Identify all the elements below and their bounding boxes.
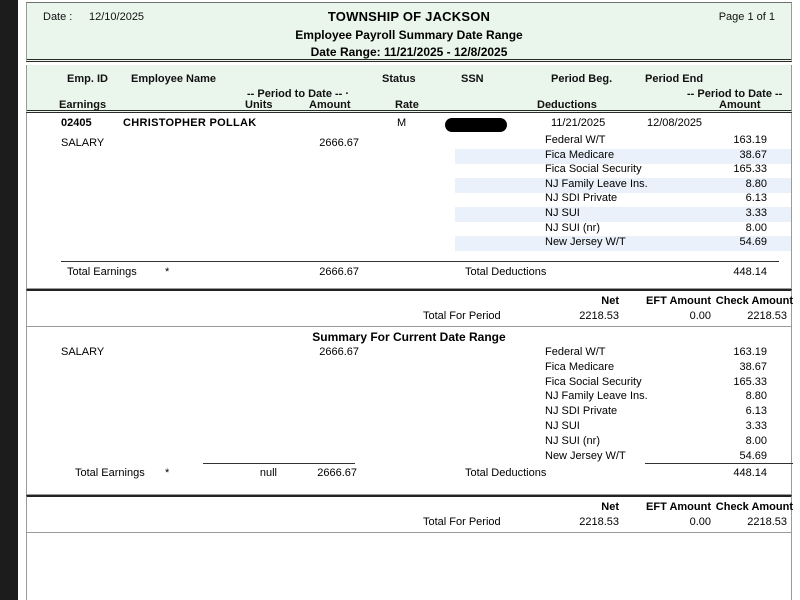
- deduction-amount: 54.69: [739, 449, 767, 462]
- report-date-value: 12/10/2025: [89, 11, 145, 23]
- col-header-deductions: Deductions: [537, 99, 597, 111]
- col-header-period-to-date-right: -- Period to Date --: [687, 88, 783, 100]
- employee-name: CHRISTOPHER POLLAK: [123, 117, 257, 129]
- left-margin-gutter: [0, 0, 18, 600]
- deduction-row: [455, 435, 791, 450]
- deduction-row: [455, 390, 791, 405]
- employee-period-beg: 11/21/2025: [551, 117, 606, 129]
- detail-total-earnings-amount: 2666.67: [319, 266, 359, 278]
- deduction-amount: 3.33: [745, 207, 767, 219]
- col-header-ssn: SSN: [461, 73, 484, 85]
- deduction-amount: 8.80: [745, 177, 767, 190]
- summary-title: Summary For Current Date Range: [312, 330, 506, 344]
- total-for-period-band-1: [26, 289, 792, 327]
- summary-total-earnings-amount: 2666.67: [317, 467, 357, 479]
- deduction-amount: 3.33: [745, 420, 767, 432]
- earnings-amount: 2666.67: [319, 346, 359, 358]
- summary-total-earnings-units: null: [259, 467, 277, 479]
- eft-value-1: 0.00: [689, 310, 711, 322]
- deduction-description: Federal W/T: [545, 134, 606, 146]
- deduction-description: Fica Medicare: [545, 360, 615, 373]
- deduction-row: [455, 134, 791, 149]
- deduction-description: NJ SUI (nr): [545, 434, 600, 447]
- summary-total-deductions-label: Total Deductions: [465, 467, 547, 479]
- deduction-description: NJ SUI (nr): [545, 221, 600, 234]
- page-indicator: Page 1 of 1: [718, 11, 775, 23]
- col-header-earnings: Earnings: [59, 99, 107, 111]
- col-header-period-beg: Period Beg.: [551, 73, 613, 85]
- deduction-amount: 38.67: [739, 148, 767, 161]
- col-header-period-to-date-left: -- Period to Date -- ·: [247, 88, 350, 100]
- total-for-period-label-1: Total For Period: [423, 310, 501, 322]
- deduction-description: Fica Social Security: [545, 375, 642, 388]
- eft-value-2: 0.00: [689, 516, 711, 528]
- col-header-emp-id: Emp. ID: [67, 73, 108, 85]
- deduction-amount: 8.00: [745, 434, 767, 447]
- eft-header-1: EFT Amount: [646, 295, 711, 307]
- deduction-row: [455, 149, 791, 164]
- employee-id: 02405: [61, 117, 92, 129]
- deduction-description: Fica Medicare: [545, 148, 615, 161]
- report-date-range: Date Range: 11/21/2025 - 12/8/2025: [310, 45, 508, 59]
- deduction-row: [455, 376, 791, 391]
- ssn-redaction-bar: [445, 118, 507, 132]
- deduction-description: New Jersey W/T: [545, 449, 626, 462]
- deduction-row: [455, 178, 791, 193]
- col-header-status: Status: [382, 73, 416, 85]
- col-header-period-end: Period End: [645, 73, 704, 85]
- payroll-report-page: [18, 0, 800, 600]
- report-date-label: Date :: [43, 11, 73, 23]
- check-header-2: Check Amount: [715, 501, 793, 513]
- deduction-amount: 6.13: [745, 192, 767, 205]
- deduction-amount: 8.80: [745, 390, 767, 403]
- organization-title: TOWNSHIP OF JACKSON: [327, 9, 491, 24]
- deduction-description: New Jersey W/T: [545, 236, 626, 249]
- deduction-row: [455, 236, 791, 251]
- net-header-2: Net: [601, 501, 619, 513]
- detail-total-deductions-amount: 448.14: [733, 266, 767, 278]
- detail-totals-rule: [61, 261, 779, 262]
- summary-total-earnings-label: Total Earnings: [75, 467, 145, 479]
- deduction-amount: 54.69: [739, 236, 767, 249]
- summary-earnings-rule: [203, 463, 355, 464]
- deduction-amount: 38.67: [739, 360, 767, 373]
- col-header-units: Units: [245, 99, 273, 111]
- net-header-1: Net: [601, 295, 619, 307]
- col-header-rate: Rate: [395, 99, 419, 111]
- deduction-description: NJ SUI: [545, 420, 580, 432]
- net-value-2: 2218.53: [579, 516, 619, 528]
- detail-total-deductions-label: Total Deductions: [465, 266, 547, 278]
- column-header-band: [26, 65, 792, 113]
- col-header-amount-right: Amount: [719, 99, 761, 111]
- earnings-description: SALARY: [61, 346, 105, 358]
- summary-section: [26, 327, 792, 495]
- deduction-description: NJ SDI Private: [545, 192, 618, 205]
- summary-deductions-rule: [645, 463, 793, 464]
- detail-total-earnings-star: *: [165, 266, 170, 278]
- deduction-row: [455, 222, 791, 237]
- deduction-row: [455, 361, 791, 376]
- check-value-1: 2218.53: [747, 310, 787, 322]
- total-for-period-band-2: [26, 495, 792, 533]
- check-header-1: Check Amount: [715, 295, 793, 307]
- deduction-description: NJ SDI Private: [545, 405, 618, 418]
- deduction-amount: 165.33: [733, 163, 767, 176]
- deduction-row: [455, 192, 791, 207]
- deduction-amount: 163.19: [733, 346, 767, 358]
- deduction-description: Fica Social Security: [545, 163, 642, 176]
- earnings-description: SALARY: [61, 137, 105, 149]
- deduction-amount: 6.13: [745, 405, 767, 418]
- deduction-row: [455, 207, 791, 222]
- summary-total-earnings-star: *: [165, 467, 170, 479]
- deduction-row: [455, 405, 791, 420]
- detail-total-earnings-label: Total Earnings: [67, 266, 137, 278]
- employee-detail-section: [26, 113, 792, 289]
- report-title: Employee Payroll Summary Date Range: [295, 28, 523, 42]
- deduction-amount: 163.19: [733, 134, 767, 146]
- deduction-amount: 8.00: [745, 221, 767, 234]
- deduction-description: NJ Family Leave Ins.: [545, 390, 648, 403]
- summary-total-deductions-amount: 448.14: [733, 467, 767, 479]
- check-value-2: 2218.53: [747, 516, 787, 528]
- employee-status: M: [397, 117, 407, 129]
- deduction-row: [455, 346, 791, 361]
- deduction-row: [455, 163, 791, 178]
- page-blank-tail: [26, 533, 792, 600]
- employee-row[interactable]: [27, 117, 791, 131]
- report-header: [26, 2, 792, 62]
- deduction-amount: 165.33: [733, 375, 767, 388]
- employee-period-end: 12/08/2025: [647, 117, 703, 129]
- deduction-row: [455, 420, 791, 435]
- deduction-description: Federal W/T: [545, 346, 606, 358]
- eft-header-2: EFT Amount: [646, 501, 711, 513]
- total-for-period-label-2: Total For Period: [423, 516, 501, 528]
- net-value-1: 2218.53: [579, 310, 619, 322]
- deduction-description: NJ SUI: [545, 207, 580, 219]
- deduction-description: NJ Family Leave Ins.: [545, 177, 648, 190]
- col-header-employee-name: Employee Name: [131, 73, 216, 85]
- col-header-amount: Amount: [309, 99, 351, 111]
- earnings-amount: 2666.67: [319, 137, 359, 149]
